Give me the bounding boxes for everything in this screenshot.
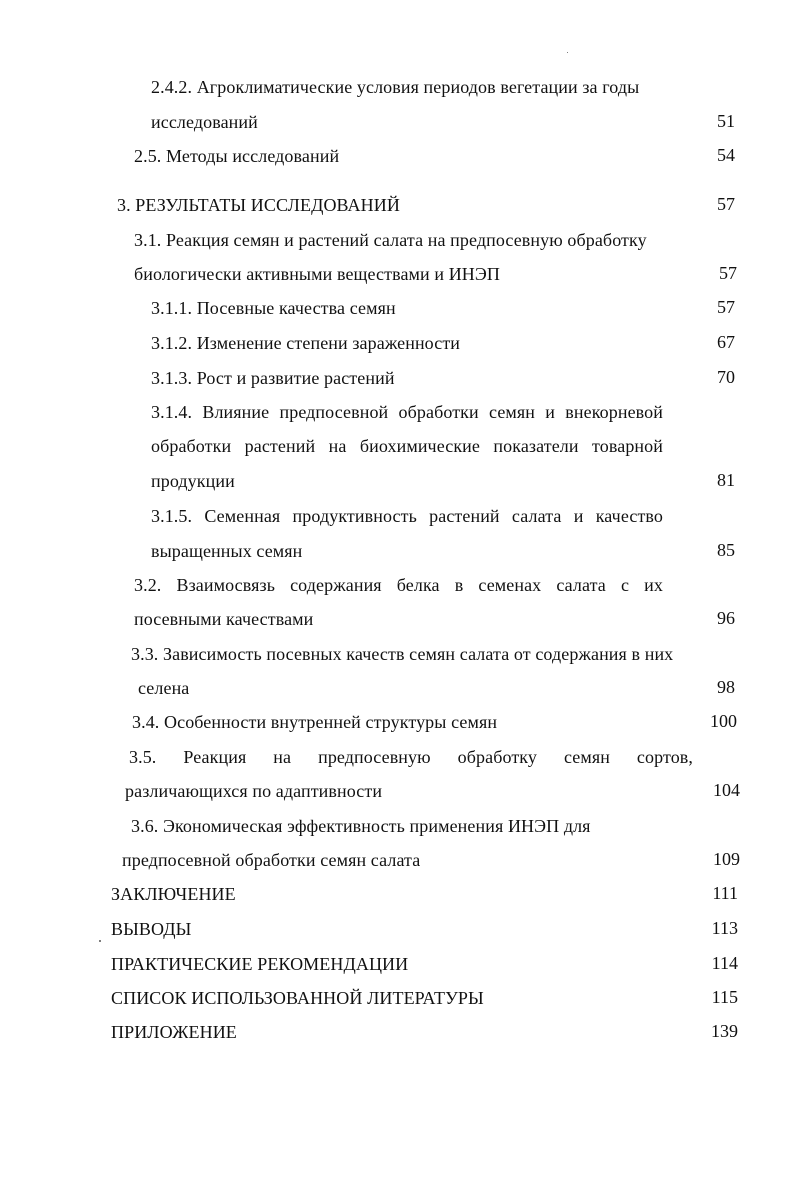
toc-entry-3-1-5-line2: выращенных семян bbox=[151, 541, 303, 561]
toc-page-3-1-3: 70 bbox=[717, 367, 735, 387]
toc-entry-3-1-4-line3: продукции bbox=[151, 471, 235, 491]
toc-entry-3-3-line1: 3.3. Зависимость посевных качеств семян салата от содержания в них bbox=[131, 644, 674, 664]
toc-page-2-5: 54 bbox=[717, 145, 735, 165]
toc-entry-3-1-line1: 3.1. Реакция семян и растений салата на предпосевную обработку bbox=[134, 230, 647, 250]
toc-page-3-1-1: 57 bbox=[717, 297, 735, 317]
toc-page-recommendations: 114 bbox=[711, 953, 738, 973]
toc-page-3-1-5: 85 bbox=[717, 540, 735, 560]
toc-page-3-2: 96 bbox=[717, 608, 735, 628]
toc-page-3-6: 109 bbox=[713, 849, 740, 869]
toc-page-3-1-2: 67 bbox=[717, 332, 735, 352]
toc-page-findings: 113 bbox=[711, 918, 738, 938]
scan-speck bbox=[99, 940, 101, 942]
toc-entry-3-4: 3.4. Особенности внутренней структуры семян bbox=[132, 712, 498, 732]
toc-page-3-5: 104 bbox=[713, 780, 740, 800]
toc-page-2-4-2: 51 bbox=[717, 111, 735, 131]
toc-entry-references: СПИСОК ИСПОЛЬЗОВАННОЙ ЛИТЕРАТУРЫ bbox=[111, 988, 484, 1008]
toc-entry-3-6-line1: 3.6. Экономическая эффективность применения ИНЭП для bbox=[131, 816, 591, 836]
toc-entry-3-6-line2: предпосевной обработки семян салата bbox=[122, 850, 421, 870]
toc-page-appendix: 139 bbox=[711, 1021, 738, 1041]
toc-page-3-1-4: 81 bbox=[717, 470, 735, 490]
toc-page-3: 57 bbox=[717, 194, 735, 214]
toc-entry-3-3-line2: селена bbox=[138, 678, 190, 698]
toc-entry-findings: ВЫВОДЫ bbox=[111, 919, 192, 939]
toc-page-3-1: 57 bbox=[719, 263, 737, 283]
toc-entry-3-1-3: 3.1.3. Рост и развитие растений bbox=[151, 368, 395, 388]
toc-entry-appendix: ПРИЛОЖЕНИЕ bbox=[111, 1022, 237, 1042]
toc-entry-3-1-line2: биологически активными веществами и ИНЭП bbox=[134, 264, 500, 284]
toc-page-3-4: 100 bbox=[710, 711, 737, 731]
toc-entry-3-1-4-line1: 3.1.4. Влияние предпосевной обработки семян и внекорневой bbox=[151, 402, 663, 422]
toc-entry-3-5-line2: различающихся по адаптивности bbox=[125, 781, 383, 801]
toc-entry-3-2-line2: посевными качествами bbox=[134, 609, 314, 629]
toc-page-conclusion: 111 bbox=[712, 883, 738, 903]
toc-entry-3-1-5-line1: 3.1.5. Семенная продуктивность растений салата и качество bbox=[151, 506, 663, 526]
toc-entry-3-2-line1: 3.2. Взаимосвязь содержания белка в семенах салата с их bbox=[134, 575, 663, 595]
toc-entry-2-5: 2.5. Методы исследований bbox=[134, 146, 340, 166]
toc-entry-3: 3. РЕЗУЛЬТАТЫ ИССЛЕДОВАНИЙ bbox=[117, 195, 400, 215]
toc-entry-3-1-4-line2: обработки растений на биохимические показатели товарной bbox=[151, 436, 663, 456]
toc-page-3-3: 98 bbox=[717, 677, 735, 697]
toc-entry-recommendations: ПРАКТИЧЕСКИЕ РЕКОМЕНДАЦИИ bbox=[111, 954, 409, 974]
scan-speck bbox=[567, 52, 568, 53]
toc-entry-3-1-1: 3.1.1. Посевные качества семян bbox=[151, 298, 396, 318]
toc-entry-3-5-line1: 3.5. Реакция на предпосевную обработку семян сортов, bbox=[129, 747, 693, 767]
toc-entry-2-4-2-line2: исследований bbox=[151, 112, 258, 132]
toc-entry-2-4-2-line1: 2.4.2. Агроклиматические условия периодов вегетации за годы bbox=[151, 77, 640, 97]
toc-entry-3-1-2: 3.1.2. Изменение степени зараженности bbox=[151, 333, 461, 353]
toc-entry-conclusion: ЗАКЛЮЧЕНИЕ bbox=[111, 884, 236, 904]
toc-page-references: 115 bbox=[711, 987, 738, 1007]
